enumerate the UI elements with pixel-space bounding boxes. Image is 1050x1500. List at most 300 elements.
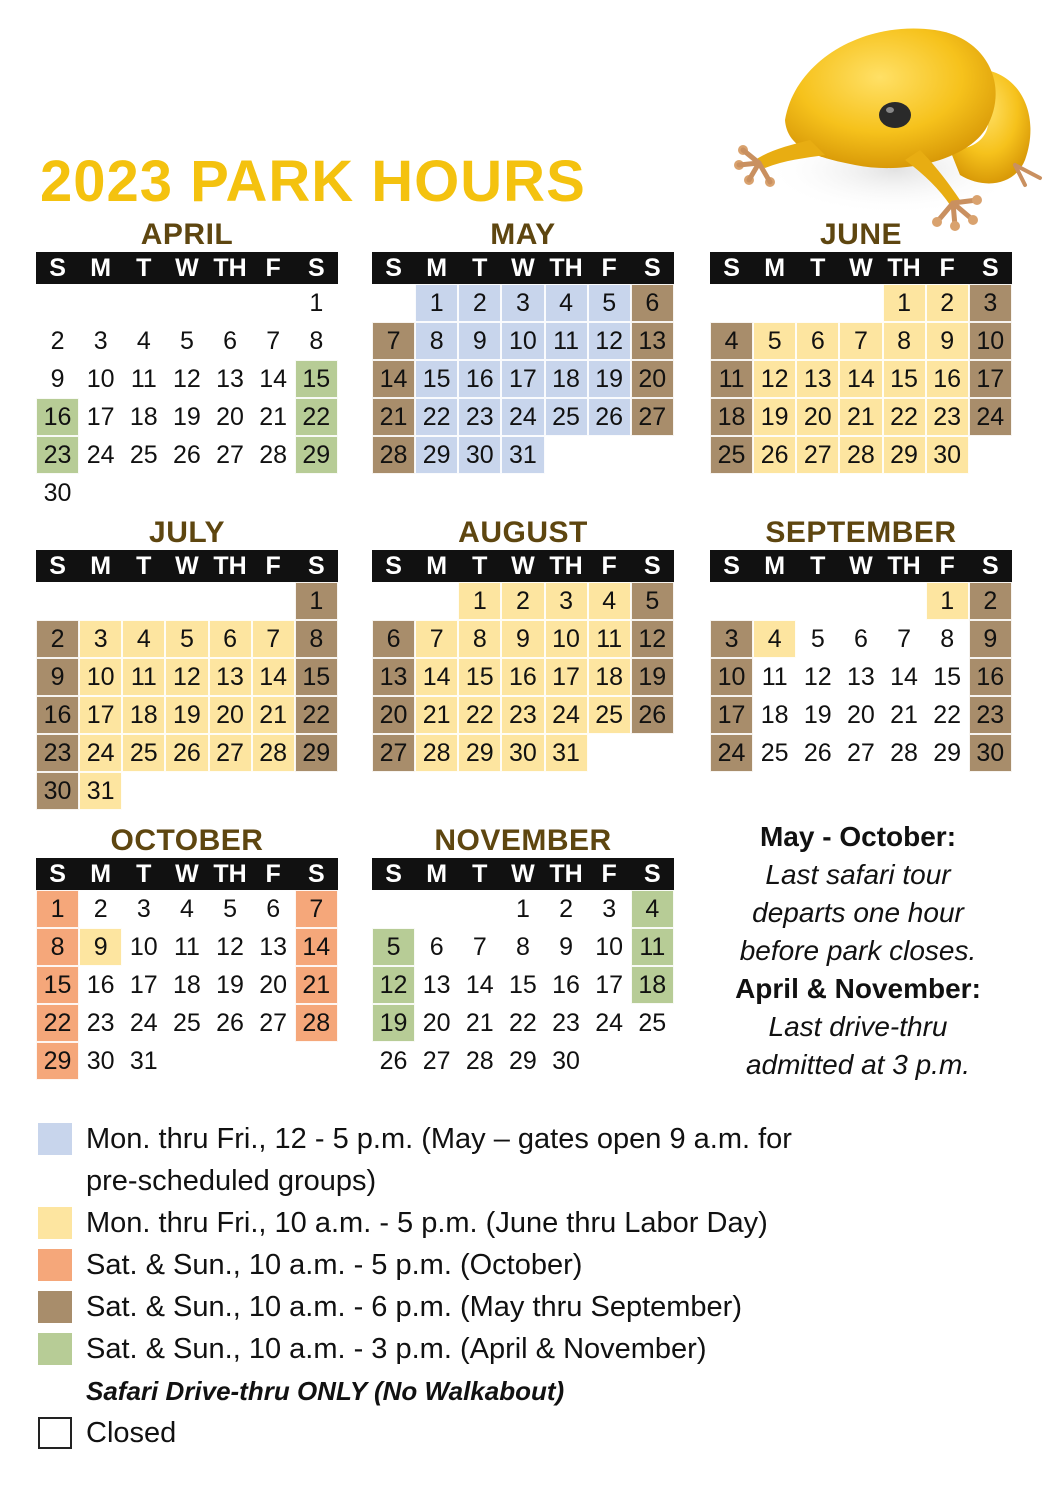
day-cell: 22 bbox=[883, 398, 926, 436]
day-cell: 24 bbox=[129, 1008, 158, 1037]
day-cell: 2 bbox=[501, 582, 544, 620]
day-cell: 23 bbox=[969, 696, 1012, 734]
day-cell: 25 bbox=[129, 440, 158, 469]
legend-item-orange bbox=[38, 1244, 998, 1286]
day-cell: 31 bbox=[79, 772, 122, 810]
day-cell: 13 bbox=[796, 360, 839, 398]
legend-green-note: Safari Drive-thru ONLY (No Walkabout) bbox=[86, 1376, 565, 1406]
day-cell: 22 bbox=[458, 696, 501, 734]
weekday-label: W bbox=[849, 253, 873, 282]
weekday-label: W bbox=[175, 253, 199, 282]
day-cell: 11 bbox=[545, 322, 588, 360]
day-cell: 16 bbox=[458, 360, 501, 398]
day-grid bbox=[372, 582, 674, 772]
day-cell: 27 bbox=[847, 738, 875, 767]
day-cell: 14 bbox=[839, 360, 882, 398]
legend bbox=[38, 1118, 998, 1454]
day-cell: 28 bbox=[295, 1004, 338, 1042]
day-cell: 26 bbox=[216, 1008, 244, 1037]
day-cell: 26 bbox=[588, 398, 631, 436]
note-heading-april-november: April & November: bbox=[735, 973, 981, 1004]
day-cell: 16 bbox=[36, 398, 79, 436]
weekday-label: F bbox=[265, 253, 281, 282]
empty-day bbox=[415, 890, 458, 928]
note-heading-may-october: May - October: bbox=[759, 821, 957, 852]
day-grid bbox=[710, 284, 1012, 474]
day-cell: 27 bbox=[631, 398, 674, 436]
day-cell: 27 bbox=[422, 1046, 451, 1075]
day-cell: 23 bbox=[926, 398, 969, 436]
day-cell: 4 bbox=[122, 620, 165, 658]
day-cell: 6 bbox=[796, 322, 839, 360]
day-cell: 25 bbox=[122, 734, 165, 772]
day-cell: 8 bbox=[458, 620, 501, 658]
day-cell: 17 bbox=[595, 970, 624, 999]
day-cell: 3 bbox=[710, 620, 753, 658]
day-cell: 5 bbox=[179, 326, 194, 355]
day-cell: 24 bbox=[79, 734, 122, 772]
day-cell: 19 bbox=[803, 700, 832, 729]
day-grid bbox=[36, 582, 338, 810]
day-cell: 15 bbox=[415, 360, 458, 398]
day-cell: 7 bbox=[252, 620, 295, 658]
day-cell: 10 bbox=[129, 932, 158, 961]
empty-day bbox=[209, 582, 252, 620]
day-cell: 28 bbox=[890, 738, 918, 767]
weekday-header bbox=[710, 550, 1012, 582]
weekday-label: S bbox=[307, 253, 325, 282]
weekday-label: M bbox=[426, 859, 448, 888]
weekday-label: W bbox=[175, 859, 199, 888]
day-cell: 30 bbox=[552, 1046, 580, 1075]
day-cell: 14 bbox=[465, 970, 494, 999]
day-cell: 31 bbox=[501, 436, 544, 474]
day-cell: 12 bbox=[588, 322, 631, 360]
weekday-label: M bbox=[764, 551, 786, 580]
empty-day bbox=[36, 284, 79, 322]
day-cell: 3 bbox=[93, 326, 108, 355]
weekday-label: F bbox=[265, 859, 281, 888]
day-grid bbox=[710, 582, 1012, 772]
empty-day bbox=[796, 284, 839, 322]
day-cell: 7 bbox=[472, 932, 487, 961]
month-name: MAY bbox=[490, 218, 556, 251]
legend-swatch-yellow bbox=[38, 1207, 72, 1239]
day-cell: 9 bbox=[969, 620, 1012, 658]
day-cell: 29 bbox=[509, 1046, 537, 1075]
day-cell: 1 bbox=[309, 288, 324, 317]
weekday-header bbox=[36, 858, 338, 890]
month-september bbox=[710, 516, 1012, 772]
day-cell: 18 bbox=[129, 402, 158, 431]
day-cell: 16 bbox=[36, 696, 79, 734]
month-name: JULY bbox=[149, 516, 225, 549]
weekday-label: T bbox=[136, 859, 152, 888]
day-cell: 13 bbox=[216, 364, 244, 393]
day-cell: 21 bbox=[372, 398, 415, 436]
day-cell: 13 bbox=[422, 970, 451, 999]
day-cell: 30 bbox=[926, 436, 969, 474]
day-cell: 13 bbox=[209, 658, 252, 696]
weekday-label: M bbox=[426, 253, 448, 282]
day-cell: 16 bbox=[501, 658, 544, 696]
day-cell: 16 bbox=[969, 658, 1012, 696]
day-cell: 31 bbox=[129, 1046, 158, 1075]
legend-swatch-closed bbox=[38, 1417, 72, 1449]
day-cell: 8 bbox=[309, 326, 324, 355]
day-cell: 11 bbox=[631, 928, 674, 966]
day-cell: 24 bbox=[545, 696, 588, 734]
weekday-label: TH bbox=[549, 859, 583, 888]
day-cell: 18 bbox=[545, 360, 588, 398]
day-grid bbox=[36, 284, 338, 512]
weekday-label: M bbox=[90, 253, 112, 282]
weekday-label: F bbox=[939, 253, 955, 282]
day-cell: 1 bbox=[515, 894, 530, 923]
weekday-label: T bbox=[472, 253, 488, 282]
day-cell: 22 bbox=[36, 1004, 79, 1042]
legend-swatch-green bbox=[38, 1333, 72, 1365]
empty-day bbox=[883, 582, 926, 620]
month-august bbox=[372, 516, 674, 772]
day-cell: 15 bbox=[458, 658, 501, 696]
month-name: NOVEMBER bbox=[434, 824, 612, 857]
day-cell: 19 bbox=[372, 1004, 415, 1042]
day-cell: 14 bbox=[415, 658, 458, 696]
empty-day bbox=[372, 890, 415, 928]
day-cell: 12 bbox=[372, 966, 415, 1004]
weekday-label: TH bbox=[549, 253, 583, 282]
empty-day bbox=[839, 284, 882, 322]
day-cell: 21 bbox=[415, 696, 458, 734]
legend-swatch-orange bbox=[38, 1249, 72, 1281]
day-cell: 25 bbox=[588, 696, 631, 734]
weekday-header bbox=[372, 858, 674, 890]
empty-day bbox=[710, 582, 753, 620]
day-cell: 18 bbox=[631, 966, 674, 1004]
day-cell: 23 bbox=[458, 398, 501, 436]
day-cell: 5 bbox=[631, 582, 674, 620]
day-cell: 11 bbox=[122, 658, 165, 696]
day-cell: 31 bbox=[545, 734, 588, 772]
day-cell: 9 bbox=[50, 364, 65, 393]
day-cell: 15 bbox=[36, 966, 79, 1004]
day-cell: 5 bbox=[223, 894, 238, 923]
weekday-label: M bbox=[764, 253, 786, 282]
day-cell: 6 bbox=[266, 894, 281, 923]
day-cell: 12 bbox=[753, 360, 796, 398]
day-grid bbox=[36, 890, 338, 1080]
day-cell: 27 bbox=[259, 1008, 288, 1037]
day-cell: 26 bbox=[631, 696, 674, 734]
day-cell: 14 bbox=[259, 364, 288, 393]
day-cell: 29 bbox=[36, 1042, 79, 1080]
day-cell: 6 bbox=[372, 620, 415, 658]
day-cell: 19 bbox=[631, 658, 674, 696]
day-cell: 27 bbox=[209, 734, 252, 772]
day-cell: 19 bbox=[165, 696, 208, 734]
day-cell: 30 bbox=[86, 1046, 115, 1075]
day-cell: 1 bbox=[883, 284, 926, 322]
weekday-header bbox=[372, 252, 674, 284]
day-cell: 25 bbox=[173, 1008, 201, 1037]
day-cell: 8 bbox=[515, 932, 530, 961]
legend-label: Sat. & Sun., 10 a.m. - 5 p.m. (October) bbox=[86, 1249, 583, 1281]
legend-label: Mon. thru Fri., 10 a.m. - 5 p.m. (June thru Labor Day) bbox=[86, 1207, 768, 1239]
day-cell: 26 bbox=[803, 738, 832, 767]
day-cell: 27 bbox=[372, 734, 415, 772]
day-cell: 29 bbox=[933, 738, 962, 767]
weekday-header bbox=[372, 550, 674, 582]
day-cell: 5 bbox=[165, 620, 208, 658]
weekday-label: S bbox=[723, 253, 740, 282]
day-cell: 7 bbox=[266, 326, 281, 355]
day-cell: 5 bbox=[753, 322, 796, 360]
day-cell: 30 bbox=[969, 734, 1012, 772]
weekday-label: TH bbox=[887, 551, 921, 580]
weekday-label: T bbox=[136, 253, 152, 282]
weekday-label: S bbox=[643, 859, 661, 888]
weekday-label: W bbox=[511, 551, 535, 580]
day-cell: 24 bbox=[501, 398, 544, 436]
empty-day bbox=[165, 284, 208, 322]
month-july bbox=[36, 516, 338, 810]
day-cell: 12 bbox=[803, 662, 832, 691]
month-may bbox=[372, 218, 674, 474]
day-cell: 4 bbox=[136, 326, 151, 355]
month-november bbox=[372, 824, 674, 1080]
day-cell: 22 bbox=[509, 1008, 537, 1037]
day-cell: 20 bbox=[796, 398, 839, 436]
day-cell: 8 bbox=[415, 322, 458, 360]
day-cell: 30 bbox=[458, 436, 501, 474]
weekday-label: F bbox=[939, 551, 955, 580]
day-cell: 21 bbox=[252, 696, 295, 734]
legend-label: Mon. thru Fri., 12 - 5 p.m. (May – gates open 9 a.m. for bbox=[86, 1123, 792, 1155]
month-name: OCTOBER bbox=[110, 824, 264, 857]
day-cell: 12 bbox=[173, 364, 201, 393]
weekday-label: M bbox=[90, 551, 112, 580]
day-cell: 15 bbox=[933, 662, 962, 691]
day-cell: 28 bbox=[415, 734, 458, 772]
day-cell: 26 bbox=[753, 436, 796, 474]
weekday-label: S bbox=[643, 551, 661, 580]
day-cell: 26 bbox=[173, 440, 201, 469]
day-cell: 7 bbox=[372, 322, 415, 360]
weekday-header bbox=[36, 252, 338, 284]
day-cell: 23 bbox=[86, 1008, 115, 1037]
empty-day bbox=[79, 284, 122, 322]
weekday-label: TH bbox=[213, 551, 247, 580]
day-cell: 11 bbox=[130, 364, 157, 393]
day-cell: 28 bbox=[465, 1046, 494, 1075]
note-text: Last safari tour bbox=[765, 859, 951, 890]
month-april bbox=[36, 218, 338, 512]
day-cell: 28 bbox=[839, 436, 882, 474]
day-cell: 9 bbox=[79, 928, 122, 966]
day-cell: 3 bbox=[501, 284, 544, 322]
weekday-label: M bbox=[90, 859, 112, 888]
day-cell: 6 bbox=[209, 620, 252, 658]
day-cell: 14 bbox=[372, 360, 415, 398]
day-cell: 29 bbox=[295, 734, 338, 772]
day-cell: 3 bbox=[136, 894, 151, 923]
day-cell: 10 bbox=[545, 620, 588, 658]
empty-day bbox=[372, 284, 415, 322]
day-cell: 10 bbox=[595, 932, 624, 961]
day-cell: 15 bbox=[295, 658, 338, 696]
day-cell: 6 bbox=[631, 284, 674, 322]
day-cell: 23 bbox=[36, 436, 79, 474]
day-cell: 2 bbox=[559, 894, 574, 923]
weekday-label: S bbox=[307, 859, 325, 888]
weekday-label: W bbox=[511, 859, 535, 888]
weekday-label: F bbox=[601, 551, 617, 580]
weekday-label: S bbox=[643, 253, 661, 282]
day-cell: 4 bbox=[753, 620, 796, 658]
day-cell: 29 bbox=[295, 436, 338, 474]
day-cell: 7 bbox=[897, 624, 912, 653]
empty-day bbox=[79, 582, 122, 620]
day-cell: 21 bbox=[295, 966, 338, 1004]
day-cell: 24 bbox=[710, 734, 753, 772]
legend-item-closed bbox=[38, 1412, 998, 1454]
day-cell: 19 bbox=[173, 402, 201, 431]
day-cell: 30 bbox=[43, 478, 72, 507]
day-cell: 12 bbox=[631, 620, 674, 658]
day-cell: 22 bbox=[415, 398, 458, 436]
day-cell: 30 bbox=[36, 772, 79, 810]
day-cell: 17 bbox=[129, 970, 158, 999]
empty-day bbox=[753, 582, 796, 620]
day-cell: 11 bbox=[588, 620, 631, 658]
day-cell: 18 bbox=[122, 696, 165, 734]
day-cell: 10 bbox=[86, 364, 115, 393]
day-cell: 26 bbox=[165, 734, 208, 772]
day-cell: 11 bbox=[173, 932, 200, 961]
day-cell: 12 bbox=[216, 932, 244, 961]
day-cell: 29 bbox=[883, 436, 926, 474]
day-cell: 15 bbox=[295, 360, 338, 398]
legend-item-blue bbox=[38, 1118, 998, 1160]
day-cell: 8 bbox=[883, 322, 926, 360]
day-cell: 3 bbox=[602, 894, 617, 923]
day-cell: 20 bbox=[847, 700, 875, 729]
weekday-label: F bbox=[601, 859, 617, 888]
day-cell: 21 bbox=[465, 1008, 494, 1037]
weekday-label: M bbox=[426, 551, 448, 580]
frog-illustration bbox=[725, 0, 1050, 235]
day-cell: 10 bbox=[501, 322, 544, 360]
day-cell: 2 bbox=[93, 894, 108, 923]
day-cell: 1 bbox=[458, 582, 501, 620]
month-june bbox=[710, 218, 1012, 474]
month-name: SEPTEMBER bbox=[765, 516, 957, 549]
weekday-label: T bbox=[472, 551, 488, 580]
weekday-label: TH bbox=[887, 253, 921, 282]
empty-day bbox=[415, 582, 458, 620]
weekday-label: TH bbox=[213, 253, 247, 282]
day-cell: 20 bbox=[422, 1008, 451, 1037]
day-cell: 20 bbox=[372, 696, 415, 734]
day-cell: 3 bbox=[79, 620, 122, 658]
day-cell: 1 bbox=[36, 890, 79, 928]
legend-label: Sat. & Sun., 10 a.m. - 3 p.m. (April & November) bbox=[86, 1333, 707, 1365]
empty-day bbox=[122, 284, 165, 322]
day-cell: 6 bbox=[223, 326, 238, 355]
day-cell: 17 bbox=[79, 696, 122, 734]
day-cell: 20 bbox=[631, 360, 674, 398]
day-cell: 6 bbox=[429, 932, 444, 961]
day-cell: 8 bbox=[295, 620, 338, 658]
day-cell: 23 bbox=[552, 1008, 580, 1037]
day-cell: 27 bbox=[796, 436, 839, 474]
day-cell: 10 bbox=[79, 658, 122, 696]
day-cell: 21 bbox=[839, 398, 882, 436]
legend-swatch-blue bbox=[38, 1123, 72, 1155]
note-text: Last drive-thru bbox=[768, 1011, 948, 1042]
day-cell: 14 bbox=[252, 658, 295, 696]
day-cell: 12 bbox=[165, 658, 208, 696]
day-cell: 17 bbox=[501, 360, 544, 398]
day-cell: 1 bbox=[926, 582, 969, 620]
day-cell: 4 bbox=[631, 890, 674, 928]
weekday-label: S bbox=[49, 253, 66, 282]
day-cell: 16 bbox=[86, 970, 115, 999]
note-text: before park closes. bbox=[739, 935, 977, 966]
day-cell: 2 bbox=[969, 582, 1012, 620]
day-cell: 9 bbox=[501, 620, 544, 658]
month-october bbox=[36, 824, 338, 1080]
weekday-label: S bbox=[307, 551, 325, 580]
day-cell: 23 bbox=[501, 696, 544, 734]
day-cell: 5 bbox=[810, 624, 825, 653]
day-cell: 6 bbox=[853, 624, 868, 653]
day-cell: 24 bbox=[969, 398, 1012, 436]
day-cell: 8 bbox=[940, 624, 955, 653]
legend-label: Closed bbox=[86, 1417, 177, 1449]
day-cell: 21 bbox=[890, 700, 918, 729]
day-cell: 20 bbox=[259, 970, 288, 999]
day-cell: 13 bbox=[372, 658, 415, 696]
day-cell: 19 bbox=[588, 360, 631, 398]
day-cell: 30 bbox=[501, 734, 544, 772]
legend-item-green bbox=[38, 1328, 998, 1370]
day-cell: 18 bbox=[588, 658, 631, 696]
day-cell: 14 bbox=[890, 662, 918, 691]
weekday-label: W bbox=[849, 551, 873, 580]
day-cell: 29 bbox=[415, 436, 458, 474]
day-cell: 25 bbox=[710, 436, 753, 474]
empty-day bbox=[458, 890, 501, 928]
empty-day bbox=[36, 582, 79, 620]
day-cell: 3 bbox=[545, 582, 588, 620]
day-cell: 15 bbox=[883, 360, 926, 398]
day-cell: 4 bbox=[545, 284, 588, 322]
empty-day bbox=[209, 284, 252, 322]
empty-day bbox=[122, 582, 165, 620]
day-cell: 2 bbox=[50, 326, 65, 355]
day-cell: 18 bbox=[760, 700, 789, 729]
day-cell: 9 bbox=[559, 932, 574, 961]
day-cell: 29 bbox=[458, 734, 501, 772]
day-cell: 11 bbox=[710, 360, 753, 398]
legend-swatch-brown bbox=[38, 1291, 72, 1323]
empty-day bbox=[165, 582, 208, 620]
day-cell: 20 bbox=[209, 696, 252, 734]
day-cell: 16 bbox=[552, 970, 580, 999]
day-cell: 5 bbox=[588, 284, 631, 322]
